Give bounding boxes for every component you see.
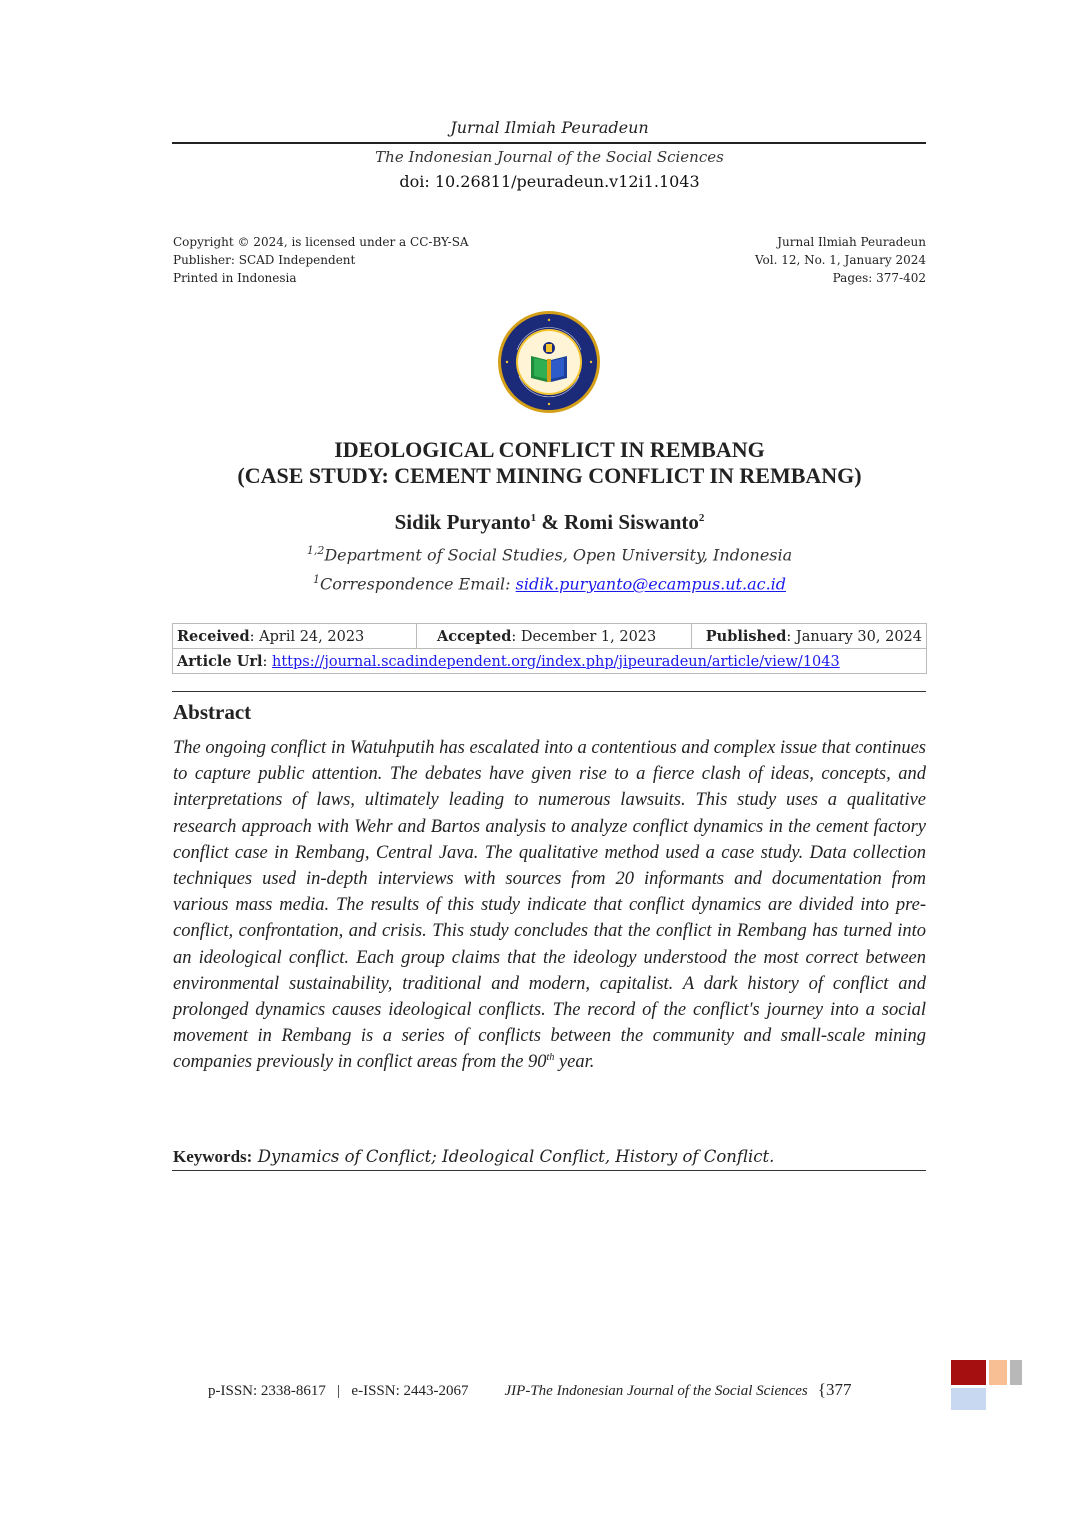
decor-square-dark-red xyxy=(951,1360,986,1385)
printed-line: Printed in Indonesia xyxy=(173,271,297,285)
abstract-sup: th xyxy=(546,1052,555,1064)
abstract-text xyxy=(173,735,926,1076)
url-cell xyxy=(173,649,927,674)
accepted-cell xyxy=(417,624,692,649)
page-footer xyxy=(208,1380,928,1400)
affiliation-text: Department of Social Studies, Open University, Indonesia xyxy=(324,545,793,565)
page-number: {377 xyxy=(817,1380,852,1399)
header-rule xyxy=(172,142,926,144)
doi: doi: 10.26811/peuradeun.v12i1.1043 xyxy=(399,172,700,191)
affiliation xyxy=(173,538,926,567)
accepted-label: Accepted xyxy=(437,627,512,645)
url-row xyxy=(173,649,927,674)
authors xyxy=(173,510,926,535)
dates-row xyxy=(173,624,927,649)
meta-pages: Pages: 377-402 xyxy=(832,271,926,285)
meta-journal: Jurnal Ilmiah Peuradeun xyxy=(777,235,926,249)
footer-journal: JIP-The Indonesian Journal of the Social Sciences xyxy=(504,1383,808,1399)
received-cell xyxy=(173,624,417,649)
author-separator: & xyxy=(536,510,565,534)
author-2: Romi Siswanto xyxy=(564,510,699,534)
article-info-table xyxy=(172,623,927,674)
journal-logo-seal xyxy=(497,310,601,414)
accepted-date: : December 1, 2023 xyxy=(511,628,657,645)
keywords xyxy=(173,1147,774,1167)
abstract-heading: Abstract xyxy=(173,700,252,724)
article-title xyxy=(173,437,926,489)
published-date: : January 30, 2024 xyxy=(786,628,922,645)
meta-left xyxy=(173,233,469,287)
copyright-line: Copyright © 2024, is licensed under a CC-BY-SA xyxy=(173,235,469,249)
decor-square-light-blue xyxy=(951,1388,986,1410)
email-label: Correspondence Email: xyxy=(319,574,516,594)
article-url-link[interactable]: https://journal.scadindependent.org/index.php/jipeuradeun/article/view/1043 xyxy=(272,653,840,670)
footer-issn: p-ISSN: 2338-8617 | e-ISSN: 2443-2067 xyxy=(208,1383,469,1399)
meta-right xyxy=(626,233,926,287)
meta-volume: Vol. 12, No. 1, January 2024 xyxy=(754,253,926,267)
abstract-main: The ongoing conflict in Watuhputih has escalated into a contentious and complex issue that continues to capture public attention. The debates have given rise to a fierce clash of ideas, concepts, and interpretations of laws, ultimately leading to numerous lawsuits. This study uses a qualitative research approach with Wehr and Bartos analysis to analyze conflict dynamics in the cement factory conflict case in Rembang, Central Java. The qualitative method used a case study. Data collection techniques used in-depth interviews with sources from 20 informants and documentation from various mass media. The results of this study indicate that conflict dynamics are divided into pre-conflict, confrontation, and crisis. This study concludes that the conflict in Rembang has turned into an ideological conflict. Each group claims that the ideology understood the most correct between environmental sustainability, traditional and modern, capitalist. A dark history of conflict and prolonged dynamics causes ideological conflicts. The record of the conflict's journey into a social movement in Rembang is a series of conflicts between the community and small-scale mining companies previously in conflict areas from the 90 xyxy=(173,738,926,1073)
keywords-label: Keywords: xyxy=(173,1147,253,1166)
title-line-2: (CASE STUDY: CEMENT MINING CONFLICT IN REMBANG) xyxy=(237,463,862,488)
abstract-top-rule xyxy=(172,691,926,692)
email-link[interactable]: sidik.puryanto@ecampus.ut.ac.id xyxy=(515,574,787,594)
title-line-1: IDEOLOGICAL CONFLICT IN REMBANG xyxy=(334,437,765,462)
published-label: Published xyxy=(705,627,787,645)
author-2-sup: 2 xyxy=(698,512,705,524)
journal-subtitle: The Indonesian Journal of the Social Sciences xyxy=(375,148,724,166)
url-separator: : xyxy=(262,653,272,670)
decor-square-peach xyxy=(989,1360,1007,1385)
published-cell xyxy=(692,624,927,649)
keywords-bottom-rule xyxy=(172,1170,926,1171)
affiliation-block xyxy=(173,538,926,597)
email-sup: 1 xyxy=(312,573,320,587)
publisher-line: Publisher: SCAD Independent xyxy=(173,253,356,267)
received-label: Received xyxy=(177,627,250,645)
keywords-values: Dynamics of Conflict; Ideological Conflict, History of Conflict. xyxy=(257,1147,775,1166)
correspondence xyxy=(173,567,926,596)
abstract-end: year. xyxy=(554,1052,595,1073)
author-1-sup: 1 xyxy=(530,512,537,524)
journal-name: Jurnal Ilmiah Peuradeun xyxy=(450,118,649,137)
url-label: Article Url xyxy=(177,652,263,670)
affiliation-sup: 1,2 xyxy=(306,544,325,557)
decor-square-grey xyxy=(1010,1360,1022,1385)
author-1: Sidik Puryanto xyxy=(394,510,531,534)
received-date: : April 24, 2023 xyxy=(249,628,365,645)
